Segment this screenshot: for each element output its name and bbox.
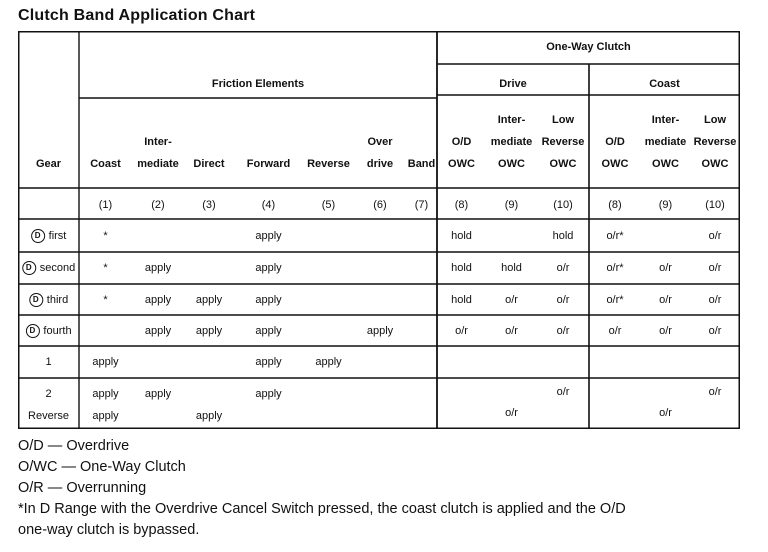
table-cell: o/r — [659, 407, 672, 419]
legend-line: O/D — Overdrive — [18, 438, 130, 454]
column-number: (8) — [454, 199, 469, 211]
table-cell: o/r — [556, 293, 570, 306]
column-header-line3: OWC — [448, 158, 475, 170]
column-number: (4) — [261, 199, 276, 211]
table-cell: apply — [255, 388, 282, 400]
table-cell: o/r — [556, 262, 570, 274]
table-cell: apply — [144, 293, 172, 306]
gear-name: 2 — [45, 388, 52, 400]
table-cell: o/r — [556, 324, 570, 337]
drive-range-icon: D — [22, 261, 36, 275]
column-header-line1: Inter- — [651, 114, 680, 126]
drive-range-icon: D — [29, 293, 43, 307]
column-header-line3: Forward — [246, 158, 291, 170]
table-cell: o/r — [659, 262, 672, 274]
column-number: (6) — [373, 199, 387, 211]
table-cell: o/r — [659, 324, 672, 337]
table-cell: apply — [315, 356, 342, 368]
table-cell: apply — [92, 356, 119, 368]
column-header-line3: Band — [407, 158, 436, 170]
table-cell: o/r — [708, 293, 722, 306]
table-cell: * — [103, 229, 108, 242]
table-cell: o/r — [708, 324, 722, 337]
table-cell: o/r* — [606, 229, 624, 242]
legend-line: one-way clutch is bypassed. — [18, 522, 200, 538]
table-cell: apply — [255, 324, 282, 337]
gear-label — [45, 355, 51, 370]
column-header-line2: O/D — [605, 136, 625, 148]
table-cell: hold — [451, 262, 472, 274]
table-cell: o/r — [505, 407, 518, 419]
table-cell: o/r — [608, 324, 622, 337]
gear-label — [29, 293, 68, 308]
drive-range-icon: D — [31, 229, 45, 243]
legend-line: *In D Range with the Overdrive Cancel Switch pressed, the coast clutch is applied and the O/D — [18, 501, 626, 517]
column-header-line3: OWC — [601, 158, 629, 170]
table-cell: o/r — [708, 262, 722, 274]
table-cell: o/r — [708, 386, 722, 398]
column-number: (3) — [202, 199, 216, 211]
column-header-line2: Inter- — [144, 136, 172, 148]
table-grid — [18, 31, 740, 429]
gear-label — [25, 324, 71, 339]
column-number: (9) — [504, 199, 519, 211]
table-cell: hold — [552, 229, 574, 242]
table-cell: o/r — [659, 293, 672, 306]
gear-name: second — [39, 262, 76, 274]
column-number: (1) — [98, 199, 113, 211]
table-cell: hold — [451, 229, 472, 242]
column-header-line2: mediate — [490, 136, 533, 148]
column-header-line3: Gear — [35, 158, 62, 170]
table-cell: o/r* — [606, 293, 624, 306]
column-header-line3: Direct — [193, 158, 225, 170]
chart-title: Clutch Band Application Chart — [18, 7, 256, 24]
column-header-line3: OWC — [701, 158, 729, 170]
table-cell: hold — [451, 293, 472, 306]
table-cell: apply — [92, 410, 119, 422]
friction-elements-header: Friction Elements — [211, 78, 305, 90]
table-cell: hold — [501, 262, 522, 274]
gear-name: fourth — [43, 324, 72, 337]
column-number: (5) — [321, 199, 336, 211]
one-way-clutch-header: One-Way Clutch — [546, 41, 631, 53]
drive-range-icon: D — [25, 324, 39, 338]
column-header-line1: Low — [552, 114, 574, 126]
gear-label — [28, 409, 69, 424]
table-cell: apply — [195, 324, 223, 337]
table-cell: * — [103, 293, 108, 306]
column-header-line2: O/D — [451, 136, 472, 148]
column-header-line3: OWC — [498, 158, 525, 170]
drive-header: Drive — [499, 78, 527, 90]
table-cell: apply — [195, 293, 223, 306]
column-header-line3: OWC — [652, 158, 679, 170]
column-number: (7) — [414, 199, 429, 211]
gear-label — [45, 387, 51, 402]
column-header-line2: mediate — [644, 136, 687, 148]
table-cell: o/r — [505, 293, 518, 306]
table-cell: o/r — [708, 229, 722, 242]
column-number: (9) — [658, 199, 673, 211]
table-cell: * — [103, 262, 108, 274]
gear-name: Reverse — [28, 410, 69, 422]
column-header-line3: mediate — [137, 158, 179, 170]
table-cell: apply — [366, 324, 394, 337]
table-cell: apply — [144, 388, 172, 400]
gear-name: 1 — [45, 356, 52, 368]
column-header-line1: Low — [704, 114, 726, 126]
column-header-line2: Reverse — [693, 136, 737, 148]
table-cell: apply — [255, 293, 282, 306]
table-cell: apply — [255, 262, 282, 274]
column-header-line1: Inter- — [497, 114, 526, 126]
table-cell: o/r — [505, 324, 518, 337]
table-cell: apply — [195, 410, 223, 422]
gear-name: third — [46, 293, 69, 306]
column-header-line2: Reverse — [541, 136, 585, 148]
table-cell: o/r — [455, 324, 468, 337]
table-cell: o/r — [556, 386, 570, 398]
column-header-line3: drive — [366, 158, 394, 170]
legend-line: O/R — Overrunning — [18, 480, 147, 496]
gear-label — [22, 261, 75, 276]
gear-label — [31, 229, 67, 244]
table-cell: apply — [92, 388, 119, 400]
column-header-line3: Coast — [90, 158, 121, 170]
column-header-line3: Reverse — [307, 158, 350, 170]
table-cell: apply — [144, 324, 172, 337]
table-cell: apply — [255, 229, 282, 242]
column-number: (10) — [553, 199, 573, 211]
column-number: (8) — [608, 199, 622, 211]
column-header-line2: Over — [367, 136, 393, 148]
column-number: (10) — [705, 199, 725, 211]
coast-header: Coast — [649, 78, 680, 90]
column-number: (2) — [151, 199, 165, 211]
column-header-line3: OWC — [549, 158, 577, 170]
legend-line: O/WC — One-Way Clutch — [18, 459, 186, 475]
table-cell: apply — [144, 262, 172, 274]
gear-name: first — [48, 229, 67, 242]
table-cell: o/r* — [606, 262, 624, 274]
clutch-band-table — [18, 31, 740, 429]
table-cell: apply — [255, 356, 282, 368]
